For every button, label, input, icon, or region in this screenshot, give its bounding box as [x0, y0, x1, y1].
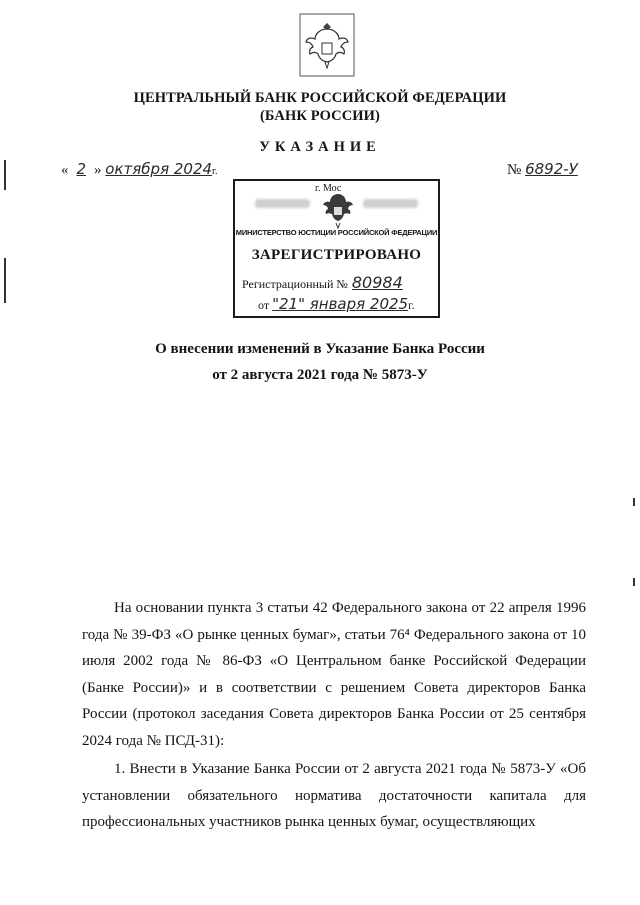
- document-title-line2: от 2 августа 2021 года № 5873-У: [212, 367, 428, 383]
- item-1-paragraph: [82, 756, 586, 836]
- stamp-registration-date: [258, 295, 415, 313]
- stamp-city: г. Мос: [315, 183, 342, 194]
- stamp-date-prefix: от: [258, 298, 270, 312]
- organization-short-name: (БАНК РОССИИ): [260, 108, 380, 124]
- scan-edge-mark: [4, 160, 6, 190]
- scan-edge-mark: [633, 498, 635, 506]
- item-1-text: 1. Внести в Указание Банка России от 2 августа 2021 года № 5873-У «Об установлении обязательного норматива достаточности капитала для профессиональных участников рынка ценных бумаг, осуществляющих: [82, 761, 586, 830]
- document-date: [61, 160, 218, 179]
- number-prefix: №: [507, 162, 522, 178]
- preamble-text: На основании пункта 3 статьи 42 Федерального закона от 22 апреля 1996 года № 39-ФЗ «О рынке ценных бумаг», статьи 76⁴ Федерального закона от 10 июля 2002 года № 86-ФЗ «О Центральном банке Российской Федерации (Банке России)» и в соответствии с решением Совета директоров Банка России (протокол заседания Совета директоров Банка России от 25 сентября 2024 года № ПСД-31):: [82, 600, 586, 749]
- coat-of-arms-emblem: [299, 13, 355, 77]
- stamp-emblem-icon: [320, 190, 356, 230]
- date-quote-open: «: [61, 162, 69, 178]
- stamp-blurred-text: [363, 199, 418, 208]
- preamble-paragraph: [82, 595, 586, 754]
- stamp-reg-label: Регистрационный №: [242, 277, 348, 291]
- stamp-date-suffix: г.: [408, 298, 415, 312]
- document-title-line1: О внесении изменений в Указание Банка России: [155, 341, 485, 357]
- stamp-status: ЗАРЕГИСТРИРОВАНО: [251, 247, 422, 263]
- date-suffix: г.: [212, 166, 218, 177]
- stamp-blurred-text: [255, 199, 310, 208]
- document-number: [507, 160, 578, 179]
- stamp-date-value: "21" января 2025: [272, 295, 409, 313]
- date-month-year: октября 2024: [105, 160, 213, 178]
- date-day: 2: [76, 160, 87, 178]
- document-type: УКАЗАНИЕ: [259, 139, 381, 155]
- scan-edge-mark: [4, 258, 6, 303]
- stamp-registration-number: [242, 273, 403, 292]
- organization-name: ЦЕНТРАЛЬНЫЙ БАНК РОССИЙСКОЙ ФЕДЕРАЦИИ: [133, 90, 507, 106]
- stamp-reg-number: 80984: [351, 273, 403, 292]
- registration-stamp: [233, 179, 440, 318]
- date-quote-close: »: [94, 162, 102, 178]
- scan-edge-mark: [633, 578, 635, 586]
- stamp-ministry: МИНИСТЕРСТВО ЮСТИЦИИ РОССИЙСКОЙ ФЕДЕРАЦИИ: [235, 228, 438, 237]
- number-value: 6892-У: [525, 160, 578, 178]
